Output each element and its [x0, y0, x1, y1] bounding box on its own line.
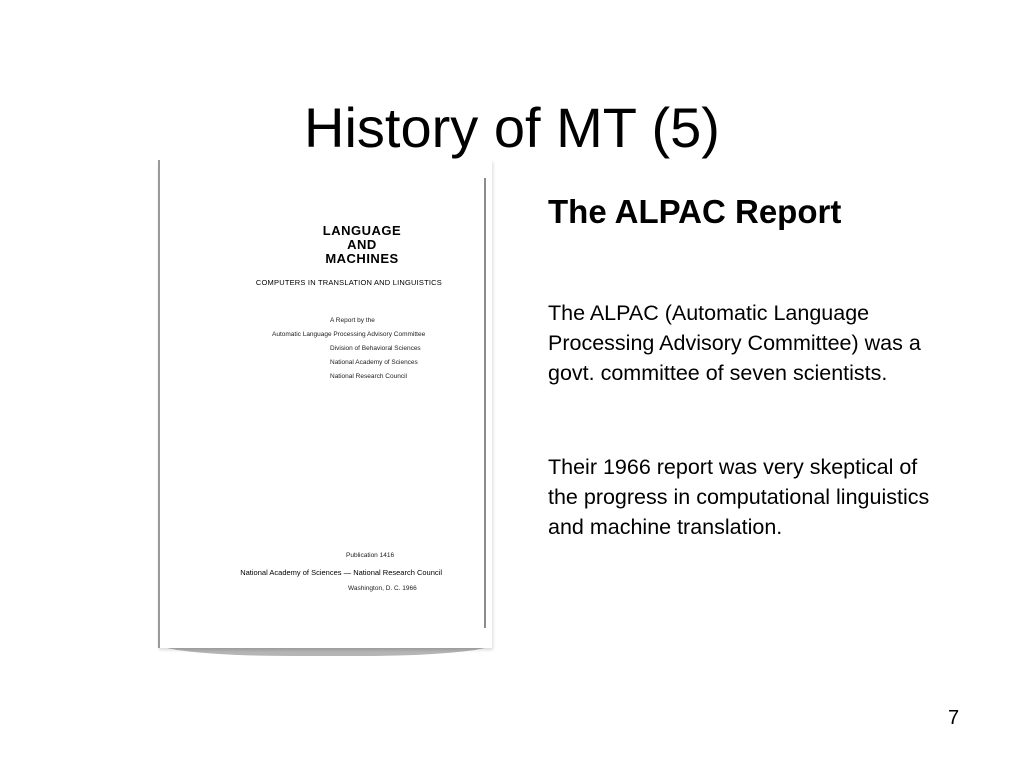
cover-title — [282, 224, 442, 266]
cover-title-line: AND — [347, 237, 377, 252]
cover-report-line: Division of Behavioral Sciences — [330, 345, 421, 352]
body-paragraph: Their 1966 report was very skeptical of the progress in computational linguistics and machine translation. — [548, 455, 930, 539]
page-number: 7 — [948, 707, 960, 729]
cover-publication: Publication 1416 — [346, 552, 395, 559]
body-paragraph: The ALPAC (Automatic Language Processing Advisory Committee) was a govt. committee of seven scientists. — [548, 301, 921, 385]
cover-rule — [484, 178, 486, 628]
cover-report-line: National Research Council — [330, 373, 407, 380]
cover-report-line: A Report by the — [330, 317, 375, 324]
cover-subtitle: COMPUTERS IN TRANSLATION AND LINGUISTICS — [255, 278, 442, 287]
cover-report-block — [202, 314, 442, 384]
cover-report-line: Automatic Language Processing Advisory Committee — [272, 331, 426, 338]
slide-title: History of MT (5) — [304, 95, 720, 159]
cover-title-line: LANGUAGE — [322, 223, 402, 238]
cover-place: Washington, D. C. 1966 — [348, 585, 417, 592]
cover-report-line: National Academy of Sciences — [330, 359, 418, 366]
section-heading: The ALPAC Report — [548, 193, 842, 230]
cover-title-line: MACHINES — [325, 251, 399, 266]
report-cover-image — [158, 160, 492, 656]
cover-page — [158, 160, 492, 648]
cover-publisher: National Academy of Sciences — National Research Council — [240, 568, 442, 577]
